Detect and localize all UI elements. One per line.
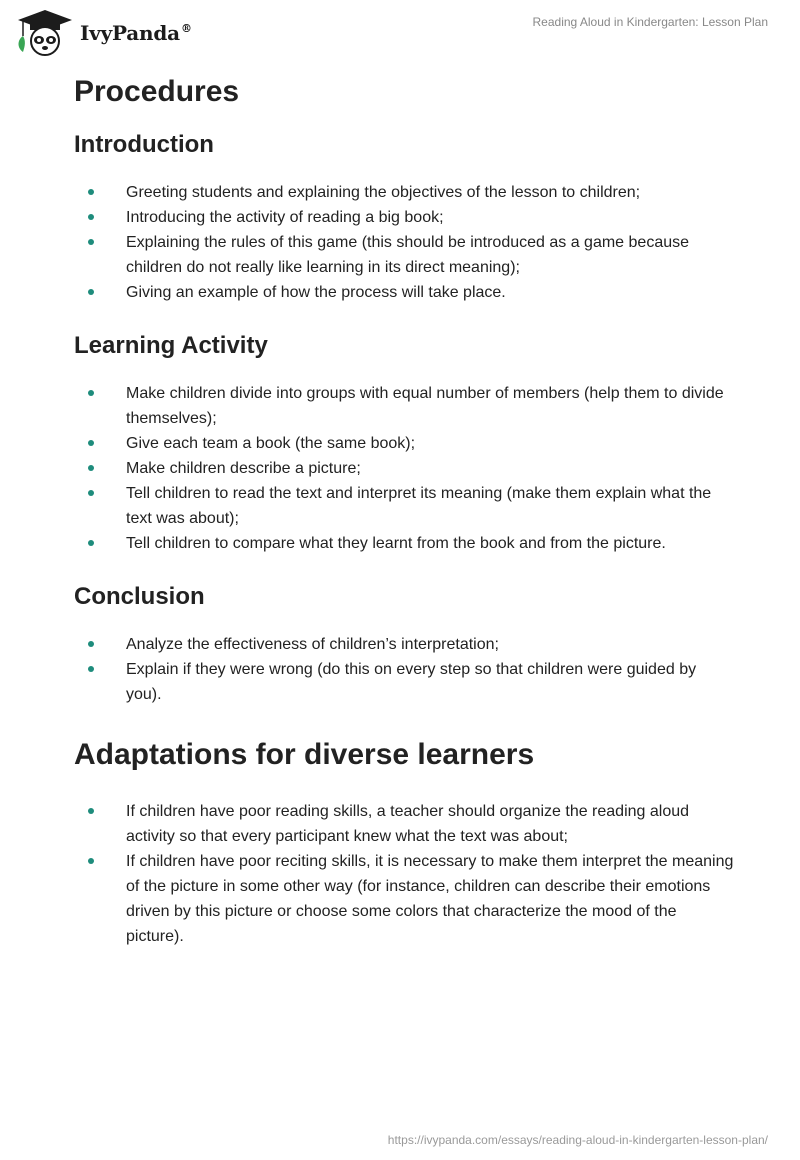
list-item: Tell children to compare what they learnt from the book and from the picture. <box>74 531 734 556</box>
section-title-procedures: Procedures <box>74 75 240 108</box>
source-url-link[interactable]: https://ivypanda.com/essays/reading-aloud-in-kindergarten-lesson-plan/ <box>387 1133 768 1147</box>
learning-activity-list <box>74 381 734 556</box>
ivypanda-logo[interactable] <box>14 8 192 58</box>
bullet-icon <box>88 390 94 396</box>
subsection-title-learning-activity: Learning Activity <box>74 332 268 359</box>
conclusion-list <box>74 632 734 707</box>
list-item: Explain if they were wrong (do this on every step so that children were guided by you). <box>74 657 734 707</box>
panda-graduation-cap-icon <box>14 8 76 58</box>
bullet-icon <box>88 239 94 245</box>
list-item: If children have poor reciting skills, it is necessary to make them interpret the meaning of the picture in some other way (for instance, children can describe their emotions driven by this picture or choose some colors that characterize the mood of the picture). <box>74 849 734 949</box>
section-title-adaptations: Adaptations for diverse learners <box>74 738 535 771</box>
list-item: Giving an example of how the process will take place. <box>74 280 734 305</box>
list-item: Introducing the activity of reading a big book; <box>74 205 734 230</box>
adaptations-list <box>74 799 734 949</box>
bullet-icon <box>88 490 94 496</box>
subsection-title-conclusion: Conclusion <box>74 583 205 610</box>
page-header <box>0 0 800 60</box>
list-item: Explaining the rules of this game (this should be introduced as a game because children do not really like learning in its direct meaning); <box>74 230 734 280</box>
list-item: Make children describe a picture; <box>74 456 734 481</box>
introduction-list <box>74 180 734 305</box>
document-body <box>74 70 734 949</box>
bullet-icon <box>88 858 94 864</box>
bullet-icon <box>88 540 94 546</box>
registered-mark: ® <box>180 22 192 36</box>
bullet-icon <box>88 289 94 295</box>
list-item: Greeting students and explaining the objectives of the lesson to children; <box>74 180 734 205</box>
list-item: Tell children to read the text and interpret its meaning (make them explain what the text was about); <box>74 481 734 531</box>
bullet-icon <box>88 666 94 672</box>
bullet-icon <box>88 214 94 220</box>
document-title: Reading Aloud in Kindergarten: Lesson Plan <box>532 15 768 29</box>
list-item: Analyze the effectiveness of children’s interpretation; <box>74 632 734 657</box>
subsection-title-introduction: Introduction <box>74 131 214 158</box>
brand-name: IvyPanda® <box>80 21 192 45</box>
bullet-icon <box>88 641 94 647</box>
list-item: Make children divide into groups with equal number of members (help them to divide themselves); <box>74 381 734 431</box>
bullet-icon <box>88 189 94 195</box>
bullet-icon <box>88 808 94 814</box>
list-item: If children have poor reading skills, a teacher should organize the reading aloud activity so that every participant knew what the text was about; <box>74 799 734 849</box>
bullet-icon <box>88 465 94 471</box>
list-item: Give each team a book (the same book); <box>74 431 734 456</box>
bullet-icon <box>88 440 94 446</box>
